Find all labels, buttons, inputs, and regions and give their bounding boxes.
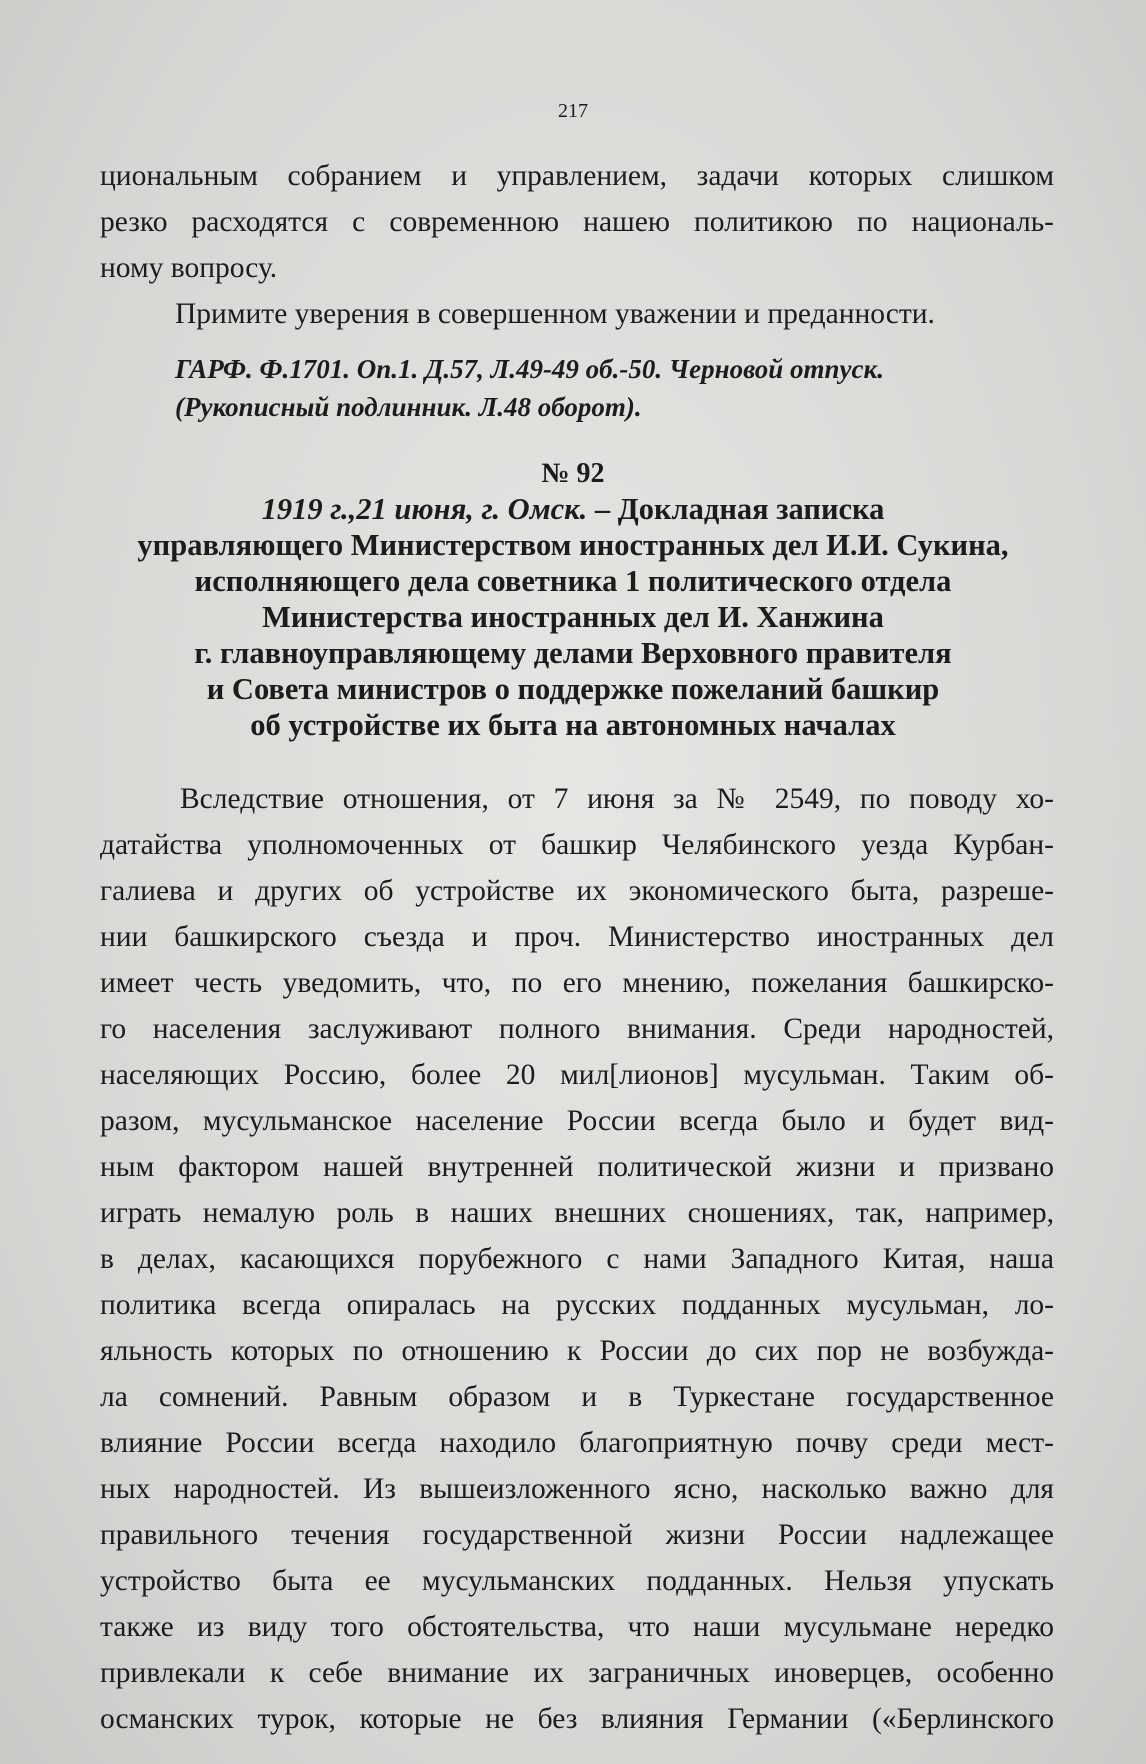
document-title-line: управляющего Министерством иностранных дел И.И. Сукина, — [137, 528, 1009, 562]
text-line: ному вопросу. — [100, 252, 278, 284]
text-line: играть немалую роль в наших внешних сношениях, так, например, — [100, 1197, 1054, 1229]
text-line: в делах, касающихся порубежного с нами Западного Китая, наша — [100, 1243, 1054, 1275]
text-line: ла сомнений. Равным образом и в Туркестане государственное — [100, 1381, 1054, 1413]
document-title-line: г. главноуправляющему делами Верховного правителя — [194, 636, 952, 670]
text-line: ных народностей. Из вышеизложенного ясно, насколько важно для — [100, 1473, 1054, 1505]
text-line: устройство быта ее мусульманских подданных. Нельзя упускать — [100, 1565, 1054, 1597]
text-line: привлекали к себе внимание их заграничных иноверцев, особенно — [100, 1657, 1054, 1689]
document-title-line: исполняющего дела советника 1 политического отдела — [194, 564, 952, 598]
text-line: ным фактором нашей внутренней политической жизни и призвано — [100, 1151, 1054, 1183]
text-line: правильного течения государственной жизни России надлежащее — [100, 1519, 1054, 1551]
text-line: нии башкирского съезда и проч. Министерство иностранных дел — [100, 921, 1054, 953]
text-line: Вследствие отношения, от 7 июня за № 2549, по поводу хо- — [180, 783, 1054, 815]
document-title-line: Министерства иностранных дел И. Ханжина — [262, 600, 884, 634]
text-line: галиева и других об устройстве их экономического быта, разреше- — [100, 875, 1054, 907]
text-line: влияние России всегда находило благоприятную почву среди мест- — [100, 1427, 1054, 1459]
text-line: циональным собранием и управлением, задачи которых слишком — [100, 160, 1054, 192]
closing-line: Примите уверения в совершенном уважении и преданности. — [175, 298, 935, 330]
source-reference: (Рукописный подлинник. Л.48 оборот). — [175, 392, 642, 422]
source-reference: ГАРФ. Ф.1701. Оп.1. Д.57, Л.49-49 об.-50. Черновой отпуск. — [175, 354, 884, 384]
text-line: политика всегда опиралась на русских подданных мусульман, ло- — [100, 1289, 1054, 1321]
text-line: яльность которых по отношению к России до сих пор не возбужда- — [100, 1335, 1054, 1367]
text-line: го населения заслуживают полного внимания. Среди народностей, — [100, 1013, 1054, 1045]
document-title-line — [0, 492, 1146, 527]
document-type: – Докладная записка — [587, 492, 885, 526]
text-line: датайства уполномоченных от башкир Челябинского уезда Курбан- — [100, 829, 1054, 861]
document-title-line: об устройстве их быта на автономных началах — [250, 708, 896, 742]
text-line: османских турок, которые не без влияния Германии («Берлинского — [100, 1703, 1054, 1735]
document-title-line: и Совета министров о поддержке пожеланий башкир — [206, 672, 940, 706]
text-line: имеет честь уведомить, что, по его мнению, пожелания башкирско- — [100, 967, 1054, 999]
text-line: населяющих Россию, более 20 мил[лионов] мусульман. Таким об- — [100, 1059, 1054, 1091]
document-date-place: 1919 г.,21 июня, г. Омск. — [261, 492, 588, 526]
text-line: также из виду того обстоятельства, что наши мусульмане нередко — [100, 1611, 1054, 1643]
document-number: № 92 — [541, 458, 605, 489]
text-line: резко расходятся с современною нашею политикою по националь- — [100, 206, 1054, 238]
text-line: разом, мусульманское население России всегда было и будет вид- — [100, 1105, 1054, 1137]
page-number: 217 — [558, 100, 588, 122]
